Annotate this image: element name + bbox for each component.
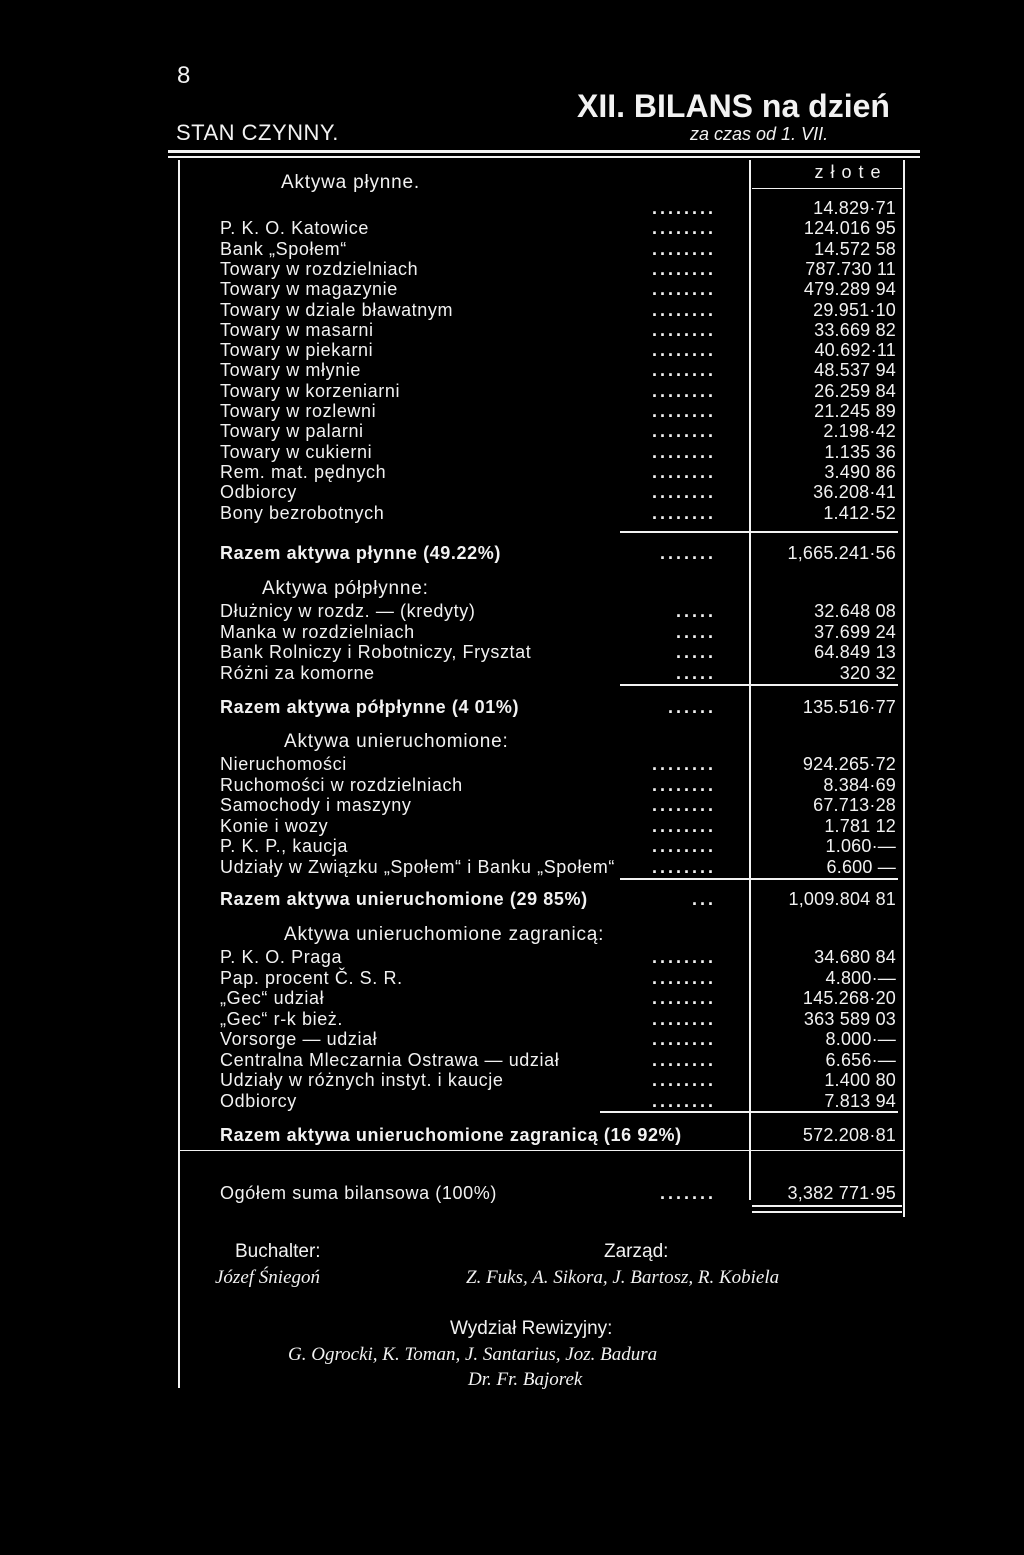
leader-dots: ........: [651, 1029, 716, 1049]
row-label: Bank „Społem“: [220, 238, 347, 259]
table-row: [220, 642, 896, 662]
right-border: [903, 160, 905, 1217]
wydzial-label: Wydział Rewizyjny:: [450, 1318, 613, 1339]
table-row: [220, 775, 896, 795]
row-value: 6.600 —: [826, 856, 896, 877]
table-row: [220, 622, 896, 642]
stan-czynny-label: STAN CZYNNY.: [176, 120, 339, 145]
leader-dots: ........: [651, 1049, 716, 1070]
leader-dots: .......: [659, 1183, 716, 1203]
leader-dots: ........: [651, 360, 716, 381]
table-row: [220, 857, 896, 877]
row-label: Towary w korzeniarni: [220, 380, 401, 401]
row-label: P. K. P., kaucja: [220, 836, 349, 856]
leader-dots: ........: [651, 299, 716, 320]
table-row: [220, 421, 896, 441]
row-value: 2.198·42: [823, 421, 896, 442]
total-label: Razem aktywa unieruchomione zagranicą (16 92%): [220, 1125, 682, 1145]
leader-dots: ........: [651, 988, 716, 1008]
leader-dots: ........: [651, 774, 716, 795]
leader-dots: ........: [651, 967, 716, 988]
table-row: [220, 816, 896, 836]
table-row: [220, 300, 896, 320]
left-border: [178, 160, 180, 1388]
subtotal-rule-plynne: [620, 531, 898, 533]
zarzad-names: Z. Fuks, A. Sikora, J. Bartosz, R. Kobiela: [466, 1267, 780, 1288]
total-row-zagranica: [220, 1125, 896, 1145]
wydzial-names-2: Dr. Fr. Bajorek: [468, 1369, 583, 1390]
row-value: 33.669 82: [814, 319, 896, 340]
leader-dots: ........: [651, 836, 716, 856]
leader-dots: .....: [675, 642, 716, 662]
total-label: Razem aktywa unieruchomione (29 85%): [220, 889, 588, 909]
row-label: Samochody i maszyny: [220, 795, 412, 815]
header-rule-top: [168, 150, 920, 153]
subtotal-rule-unieruchomione: [620, 878, 898, 880]
column-header-underline: [752, 188, 902, 189]
row-value: 37.699 24: [814, 621, 896, 642]
leader-dots: ...: [691, 889, 716, 909]
leader-dots: ........: [651, 1008, 716, 1029]
row-value: 40.692·11: [814, 340, 896, 361]
row-label: Pap. procent Č. S. R.: [220, 967, 403, 988]
table-row: [220, 239, 896, 259]
table-row: [220, 462, 896, 482]
leader-dots: ........: [651, 461, 716, 482]
row-label: Towary w masarni: [220, 319, 374, 340]
table-row: [220, 360, 896, 380]
leader-dots: ........: [651, 1090, 716, 1111]
row-label: Manka w rozdzielniach: [220, 621, 415, 642]
leader-dots: ........: [651, 795, 716, 815]
table-row: [220, 601, 896, 621]
row-value: 8.000·—: [825, 1029, 896, 1049]
section-title-unieruchomione: Aktywa unieruchomione:: [284, 731, 509, 752]
row-label: P. K. O. Katowice: [220, 218, 369, 239]
table-row: [220, 442, 896, 462]
row-label: Towary w magazynie: [220, 279, 398, 300]
row-label: Nieruchomości: [220, 754, 347, 774]
total-row-unieruchomione: [220, 889, 896, 909]
total-label: Razem aktywa płynne (49.22%): [220, 543, 501, 563]
section-title-zagranica: Aktywa unieruchomione zagranicą:: [284, 924, 605, 945]
row-label: Bank Rolniczy i Robotniczy, Frysztat: [220, 642, 532, 662]
leader-dots: .....: [675, 621, 716, 642]
row-label: Udziały w Związku „Społem“ i Banku „Społem“: [220, 856, 615, 877]
total-row-polplynne: [220, 697, 896, 717]
row-value: 21.245 89: [814, 401, 896, 421]
table-row: [220, 1050, 896, 1070]
total-value: 135.516·77: [802, 697, 896, 717]
row-label: „Gec“ udział: [220, 988, 325, 1008]
leader-dots: ........: [651, 218, 716, 239]
grand-total-value: 3,382 771·95: [787, 1183, 896, 1203]
row-value: 34.680 84: [814, 947, 896, 967]
total-value: 572.208·81: [802, 1125, 896, 1145]
page-subtitle: za czas od 1. VII.: [690, 124, 829, 144]
row-label: Towary w cukierni: [220, 441, 373, 462]
row-value: 1.412·52: [823, 502, 896, 523]
row-label: Rem. mat. pędnych: [220, 461, 387, 482]
total-row-plynne: [220, 543, 896, 563]
row-value: 32.648 08: [814, 601, 896, 621]
leader-dots: ........: [651, 1070, 716, 1090]
rule-after-zagranica: [180, 1150, 903, 1151]
leader-dots: ........: [651, 198, 716, 218]
zarzad-label: Zarząd:: [604, 1241, 669, 1262]
row-value: 3.490 86: [824, 461, 896, 482]
row-label: „Gec“ r-k bież.: [220, 1008, 344, 1029]
row-value: 36.208·41: [813, 482, 896, 503]
row-label: Towary w dziale bławatnym: [220, 299, 454, 320]
row-label: Bony bezrobotnych: [220, 502, 385, 523]
grand-total-label: Ogółem suma bilansowa (100%): [220, 1183, 497, 1203]
table-row: [220, 1009, 896, 1029]
row-value: 1.781 12: [824, 815, 896, 836]
table-row: [220, 340, 896, 360]
row-label: Vorsorge — udział: [220, 1029, 378, 1049]
row-value: 29.951·10: [813, 299, 896, 320]
row-value: 64.849 13: [814, 642, 896, 662]
table-row: [220, 503, 896, 523]
leader-dots: ........: [651, 441, 716, 462]
row-value: 479.289 94: [803, 279, 896, 300]
table-row: [220, 482, 896, 502]
leader-dots: .......: [659, 543, 716, 563]
total-label: Razem aktywa półpłynne (4 01%): [220, 697, 520, 717]
leader-dots: ........: [651, 856, 716, 877]
row-label: Różni za komorne: [220, 662, 375, 683]
table-row: [220, 381, 896, 401]
grand-total-row: [220, 1183, 896, 1203]
row-value: 26.259 84: [814, 380, 896, 401]
buchalter-label: Buchalter:: [235, 1241, 321, 1262]
section-title-plynne: Aktywa płynne.: [281, 172, 420, 193]
grand-total-rule-2: [752, 1211, 902, 1213]
table-row: [220, 198, 896, 218]
leader-dots: ........: [651, 482, 716, 503]
row-label: Dłużnicy w rozdz. — (kredyty): [220, 601, 476, 621]
row-label: Towary w rozdzielniach: [220, 258, 419, 279]
row-label: Towary w rozlewni: [220, 401, 377, 421]
row-value: 363 589 03: [803, 1008, 896, 1029]
table-row: [220, 1091, 896, 1111]
row-label: Towary w młynie: [220, 360, 362, 381]
wydzial-names-1: G. Ogrocki, K. Toman, J. Santarius, Joz. Badura: [288, 1344, 658, 1365]
row-label: Konie i wozy: [220, 815, 329, 836]
table-row: [220, 218, 896, 238]
subtotal-rule-polplynne: [620, 684, 898, 686]
leader-dots: .....: [675, 662, 716, 683]
leader-dots: ........: [651, 815, 716, 836]
row-value: 1.060·—: [825, 836, 896, 856]
row-value: 124.016 95: [803, 218, 896, 239]
row-value: 924.265·72: [802, 754, 896, 774]
table-row: [220, 988, 896, 1008]
row-value: 320 32: [839, 662, 896, 683]
row-value: 14.572 58: [814, 238, 896, 259]
header-rule-bottom: [168, 156, 920, 158]
page-title: XII. BILANS na dzień: [577, 88, 890, 124]
leader-dots: ........: [651, 258, 716, 279]
table-row: [220, 320, 896, 340]
row-label: Ruchomości w rozdzielniach: [220, 774, 463, 795]
row-value: 8.384·69: [823, 774, 896, 795]
table-row: [220, 836, 896, 856]
row-label: Udziały w różnych instyt. i kaucje: [220, 1070, 504, 1090]
table-row: [220, 1070, 896, 1090]
row-label: Odbiorcy: [220, 1090, 297, 1111]
leader-dots: ........: [651, 421, 716, 442]
row-label: Towary w palarni: [220, 421, 364, 442]
leader-dots: ........: [651, 754, 716, 774]
table-row: [220, 1029, 896, 1049]
leader-dots: ........: [651, 279, 716, 300]
table-row: [220, 279, 896, 299]
row-value: 6.656·—: [825, 1049, 896, 1070]
row-value: 4.800·—: [825, 967, 896, 988]
row-value: 7.813 94: [824, 1090, 896, 1111]
row-label: Centralna Mleczarnia Ostrawa — udział: [220, 1049, 560, 1070]
leader-dots: ........: [651, 319, 716, 340]
row-value: 1.135 36: [824, 441, 896, 462]
row-label: P. K. O. Praga: [220, 947, 343, 967]
leader-dots: ........: [651, 401, 716, 421]
table-row: [220, 754, 896, 774]
leader-dots: ......: [667, 697, 716, 717]
table-row: [220, 968, 896, 988]
table-row: [220, 401, 896, 421]
buchalter-name: Józef Śniegoń: [215, 1267, 321, 1288]
leader-dots: .....: [675, 601, 716, 621]
page-number: 8: [177, 62, 191, 89]
row-value: 67.713·28: [813, 795, 896, 815]
leader-dots: ........: [651, 238, 716, 259]
subtotal-rule-zagranica: [600, 1111, 898, 1113]
row-value: 14.829·71: [813, 198, 896, 218]
column-header-zlote: złote: [814, 162, 888, 182]
row-label: Towary w piekarni: [220, 340, 374, 361]
grand-total-rule-1: [752, 1205, 902, 1207]
table-row: [220, 663, 896, 683]
total-value: 1,665.241·56: [787, 543, 896, 563]
row-value: 787.730 11: [805, 258, 896, 279]
row-value: 145.268·20: [802, 988, 896, 1008]
leader-dots: ........: [651, 340, 716, 361]
section-title-polplynne: Aktywa półpłynne:: [262, 578, 429, 599]
table-row: [220, 259, 896, 279]
table-row: [220, 795, 896, 815]
row-label: Odbiorcy: [220, 482, 297, 503]
row-value: 1.400 80: [824, 1070, 896, 1090]
table-row: [220, 947, 896, 967]
total-value: 1,009.804 81: [788, 889, 896, 909]
leader-dots: ........: [651, 502, 716, 523]
leader-dots: ........: [651, 947, 716, 967]
leader-dots: ........: [651, 380, 716, 401]
row-value: 48.537 94: [814, 360, 896, 381]
